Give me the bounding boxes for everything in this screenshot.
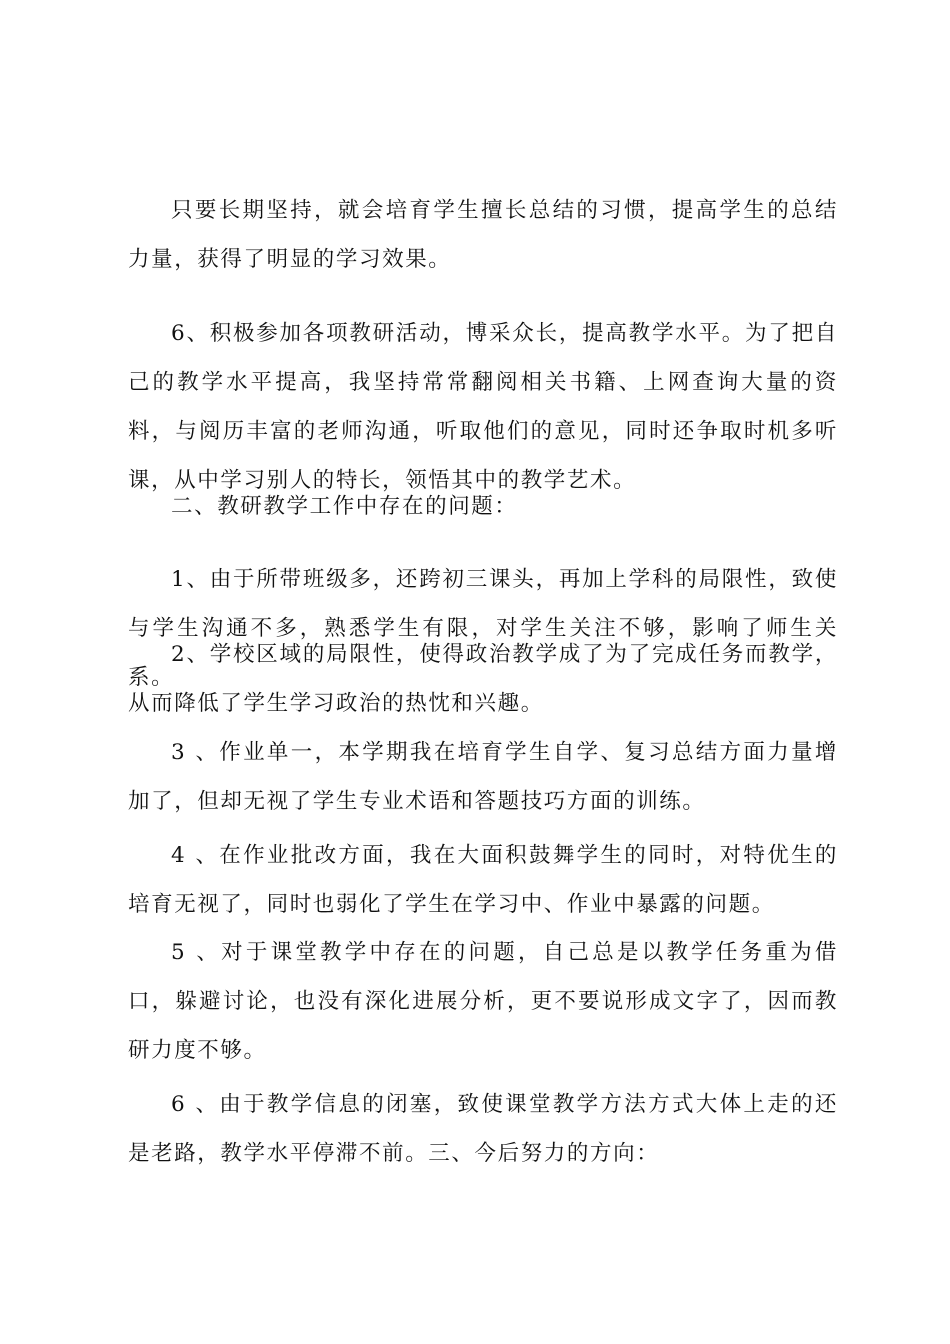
- paragraph-problem-3: 3 、作业单一，本学期我在培育学生自学、复习总结方面力量增加了，但却无视了学生专业术语和答题技巧方面的训练。: [128, 740, 838, 814]
- paragraph-problem-1: 1、由于所带班级多，还跨初三课头，再加上学科的局限性，致使与学生沟通不多，熟悉学生有限，对学生关注不够，影响了师生关系。: [128, 567, 838, 690]
- paragraph-item-6-teaching-research: 6、积极参加各项教研活动，博采众长，提高教学水平。为了把自己的教学水平提高，我坚持常常翻阅相关书籍、上网查询大量的资料，与阅历丰富的老师沟通，听取他们的意见，同时还争取时机多听课，从中学习别人的特长，领悟其中的教学艺术。: [128, 321, 838, 493]
- section-heading-problems: 二、教研教学工作中存在的问题：: [171, 494, 518, 519]
- paragraph-problem-5: 5 、对于课堂教学中存在的问题，自己总是以教学任务重为借口，躲避讨论，也没有深化进展分析，更不要说形成文字了，因而教研力度不够。: [128, 940, 838, 1063]
- paragraph-problem-4: 4 、在作业批改方面，我在大面积鼓舞学生的同时，对特优生的培育无视了，同时也弱化了学生在学习中、作业中暴露的问题。: [128, 843, 838, 917]
- paragraph-problem-2: 2、学校区域的局限性，使得政治教学成了为了完成任务而教学，从而降低了学生学习政治的热忱和兴趣。: [128, 642, 838, 716]
- paragraph-summary-habit: 只要长期坚持，就会培育学生擅长总结的习惯，提高学生的总结力量，获得了明显的学习效果。: [128, 198, 838, 272]
- paragraph-problem-6: 6 、由于教学信息的闭塞，致使课堂教学方法方式大体上走的还是老路，教学水平停滞不前。三、今后努力的方向：: [128, 1092, 838, 1166]
